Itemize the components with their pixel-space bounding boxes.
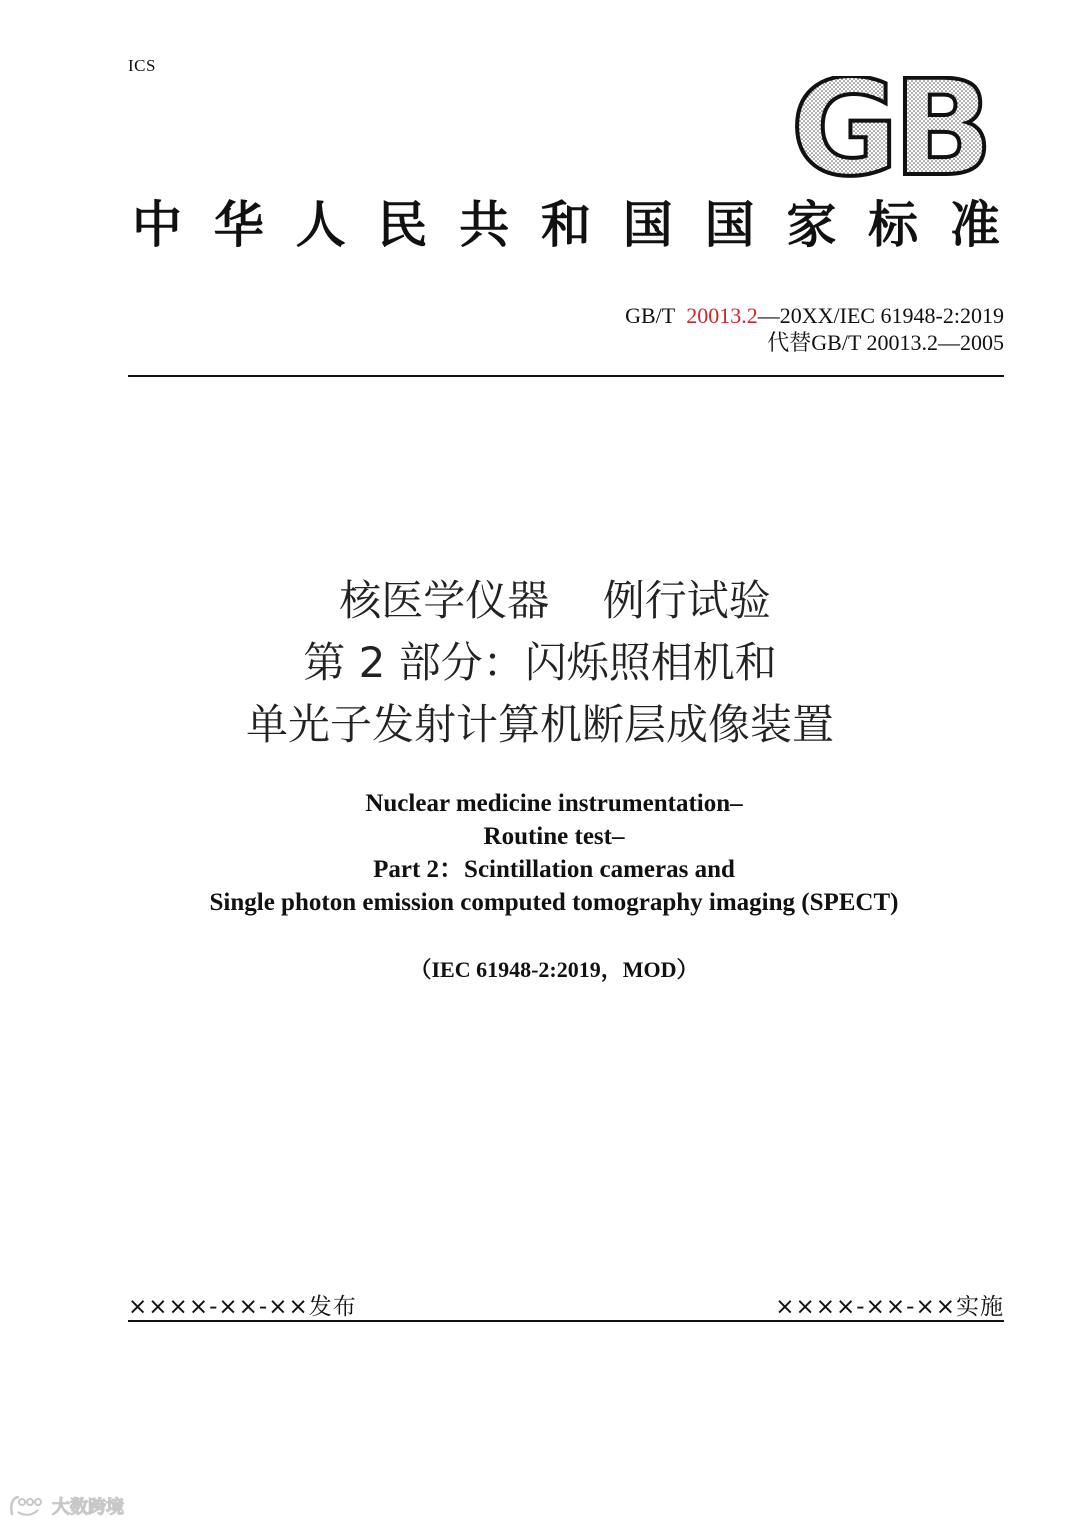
ics-label: ICS xyxy=(128,56,156,75)
standard-name-char: 共 xyxy=(459,196,510,254)
standard-name-char: 中 xyxy=(132,196,182,254)
replaces-standard: 代替GB/T 20013.2—2005 xyxy=(767,330,1004,355)
code-suffix: —20XX/IEC 61948-2:2019 xyxy=(757,303,1004,328)
standard-name-char: 国 xyxy=(704,196,755,254)
watermark-logo-icon xyxy=(8,1494,48,1518)
english-title xyxy=(0,787,1080,919)
gb-logo-text: GB xyxy=(790,76,988,182)
adoption-note: （IEC 61948-2:2019，MOD） xyxy=(409,957,699,982)
english-title-line: Routine test– xyxy=(483,823,625,850)
standard-name-char: 家 xyxy=(786,196,837,254)
chinese-title xyxy=(0,570,1080,756)
code-number: 20013.2 xyxy=(686,303,758,328)
top-divider xyxy=(128,375,1004,377)
standard-name-char: 人 xyxy=(295,196,346,254)
chinese-title-line: 单光子发射计算机断层成像装置 xyxy=(245,700,834,749)
chinese-title-line: 核医学仪器 例行试验 xyxy=(339,576,771,625)
gb-logo xyxy=(783,76,995,182)
publish-date: ××××-××-××发布 xyxy=(128,1294,357,1320)
standard-code xyxy=(625,302,1004,329)
english-title-line: Nuclear medicine instrumentation– xyxy=(365,790,743,817)
standard-name-char: 民 xyxy=(377,196,428,254)
code-prefix: GB/T xyxy=(625,303,676,328)
chinese-title-line: 第 2 部分：闪烁照相机和 xyxy=(303,638,777,687)
english-title-line: Part 2：Scintillation cameras and xyxy=(373,856,735,883)
standard-name-char: 华 xyxy=(213,196,264,254)
standard-name-char: 标 xyxy=(868,196,919,254)
implement-date: ××××-××-××实施 xyxy=(775,1294,1004,1320)
standard-name-char: 和 xyxy=(540,196,591,254)
standard-name-char: 国 xyxy=(622,196,673,254)
standard-name-char: 准 xyxy=(949,196,1000,254)
standard-code-block xyxy=(625,302,1004,356)
english-title-line: Single photon emission computed tomography imaging (SPECT) xyxy=(209,889,899,916)
standard-name-heading xyxy=(128,190,1004,260)
watermark-text: 大数跨境 xyxy=(52,1497,124,1518)
bottom-divider xyxy=(128,1320,1004,1322)
watermark xyxy=(8,1493,124,1519)
